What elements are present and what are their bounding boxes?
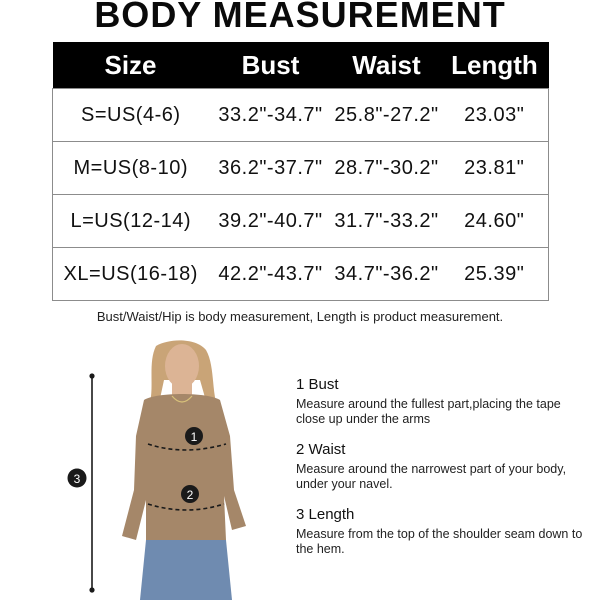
instruction-title: 2 Waist <box>296 441 346 458</box>
length-cell: 24.60" <box>441 195 549 248</box>
table-header-row <box>53 42 549 89</box>
instruction-desc: Measure around the fullest part,placing the tape close up under the arms <box>296 397 561 426</box>
page-title: BODY MEASUREMENT <box>94 0 506 35</box>
bust-cell: 42.2"-43.7" <box>209 248 333 301</box>
marker-3-label: 3 <box>73 472 81 486</box>
table-row <box>53 142 549 195</box>
size-cell: M=US(8-10) <box>53 142 209 195</box>
measurement-instructions <box>296 376 586 571</box>
instruction-waist <box>296 441 586 492</box>
marker-2-label: 2 <box>186 488 194 502</box>
length-cell: 23.81" <box>441 142 549 195</box>
instruction-desc: Measure around the narrowest part of your body, under your navel. <box>296 462 567 491</box>
bust-cell: 33.2"-34.7" <box>209 89 333 142</box>
header-waist: Waist <box>333 42 441 89</box>
length-cell: 25.39" <box>441 248 549 301</box>
marker-1-label: 1 <box>190 430 198 444</box>
instruction-title: 1 Bust <box>296 376 339 393</box>
marker-1 <box>185 427 203 445</box>
model-figure <box>60 340 280 600</box>
bust-cell: 36.2"-37.7" <box>209 142 333 195</box>
marker-3 <box>68 469 87 488</box>
size-cell: XL=US(16-18) <box>53 248 209 301</box>
length-line-top-dot <box>89 373 94 378</box>
length-line-bottom-dot <box>89 587 94 592</box>
instruction-bust <box>296 376 586 427</box>
model-illustration <box>60 340 280 600</box>
waist-cell: 34.7"-36.2" <box>333 248 441 301</box>
size-chart-table <box>52 42 549 301</box>
header-length: Length <box>441 42 549 89</box>
header-bust: Bust <box>209 42 333 89</box>
neck-shape <box>172 380 192 396</box>
size-cell: L=US(12-14) <box>53 195 209 248</box>
header-size: Size <box>53 42 209 89</box>
shirt-shape <box>122 394 246 540</box>
waist-cell: 31.7"-33.2" <box>333 195 441 248</box>
instruction-desc: Measure from the top of the shoulder seam down to the hem. <box>296 527 583 556</box>
table-row <box>53 248 549 301</box>
jeans-shape <box>140 540 232 600</box>
table-row <box>53 195 549 248</box>
waist-cell: 25.8"-27.2" <box>333 89 441 142</box>
table-row <box>53 89 549 142</box>
marker-2 <box>181 485 199 503</box>
instruction-title: 3 Length <box>296 506 355 523</box>
bust-cell: 39.2"-40.7" <box>209 195 333 248</box>
measurement-note: Bust/Waist/Hip is body measurement, Length is product measurement. <box>96 309 504 324</box>
size-cell: S=US(4-6) <box>53 89 209 142</box>
instruction-length <box>296 506 586 557</box>
waist-cell: 28.7"-30.2" <box>333 142 441 195</box>
length-cell: 23.03" <box>441 89 549 142</box>
